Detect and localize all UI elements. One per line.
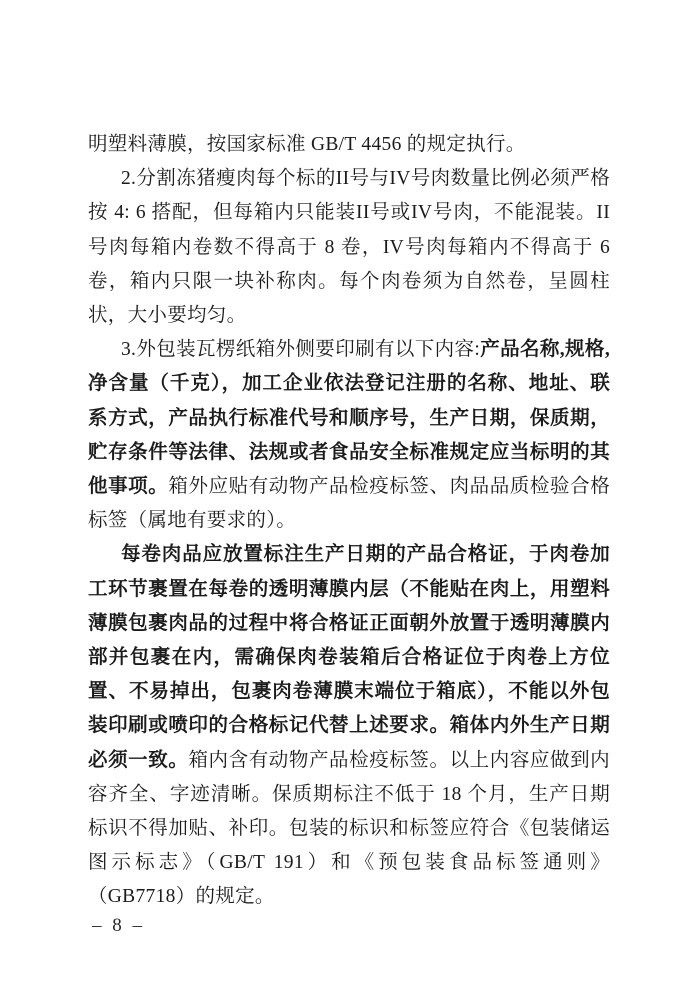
text-run: 3.外包装瓦楞纸箱外侧要印刷有以下内容: <box>121 339 481 361</box>
page-number: – 8 – <box>92 915 145 936</box>
paragraph <box>88 538 610 914</box>
text-run: 箱外应贴有动物产品检疫标签、肉品品质检验合格标签（属地有要求的）。 <box>88 476 610 532</box>
text-run: 2.分割冻猪瘦肉每个标的II号与IV号肉数量比例必须严格按 4: 6 搭配，但每箱内只能装II号或IV号肉，不能混装。II号肉每箱内卷数不得高于 8 卷，IV号肉每箱内不得高于 6 卷，箱内只限一块补称肉。每个肉卷须为自然卷，呈圆柱状，大小要均匀。 <box>88 168 610 327</box>
text-run: 箱内含有动物产品检疫标签。以上内容应做到内容齐全、字迹清晰。保质期标注不低于 18 个月，生产日期标识不得加贴、补印。包装的标识和标签应符合《包装储运图示标志》（GB/T 191）和《预包装食品标签通则》（GB7718）的规定。 <box>88 749 610 908</box>
paragraph <box>88 128 610 162</box>
document-body <box>88 128 610 915</box>
text-run: 每卷肉品应放置标注生产日期的产品合格证，于肉卷加工环节裹置在每卷的透明薄膜内层（不能贴在肉上，用塑料薄膜包裹肉品的过程中将合格证正面朝外放置于透明薄膜内部并包裹在内，需确保肉卷装箱后合格证位于肉卷上方位置、不易掉出，包裹肉卷薄膜末端位于箱底），不能以外包装印刷或喷印的合格标记代替上述要求。箱体内外生产日期必须一致。 <box>88 544 610 771</box>
text-run: 明塑料薄膜，按国家标准 GB/T 4456 的规定执行。 <box>88 134 526 155</box>
paragraph <box>88 162 610 333</box>
text-run: 产品名称,规格,净含量（千克），加工企业依法登记注册的名称、地址、联系方式，产品执行标准代号和顺序号，生产日期，保质期，贮存条件等法律、法规或者食品安全标准规定应当标明的其他事项。 <box>88 339 610 498</box>
paragraph <box>88 333 610 538</box>
